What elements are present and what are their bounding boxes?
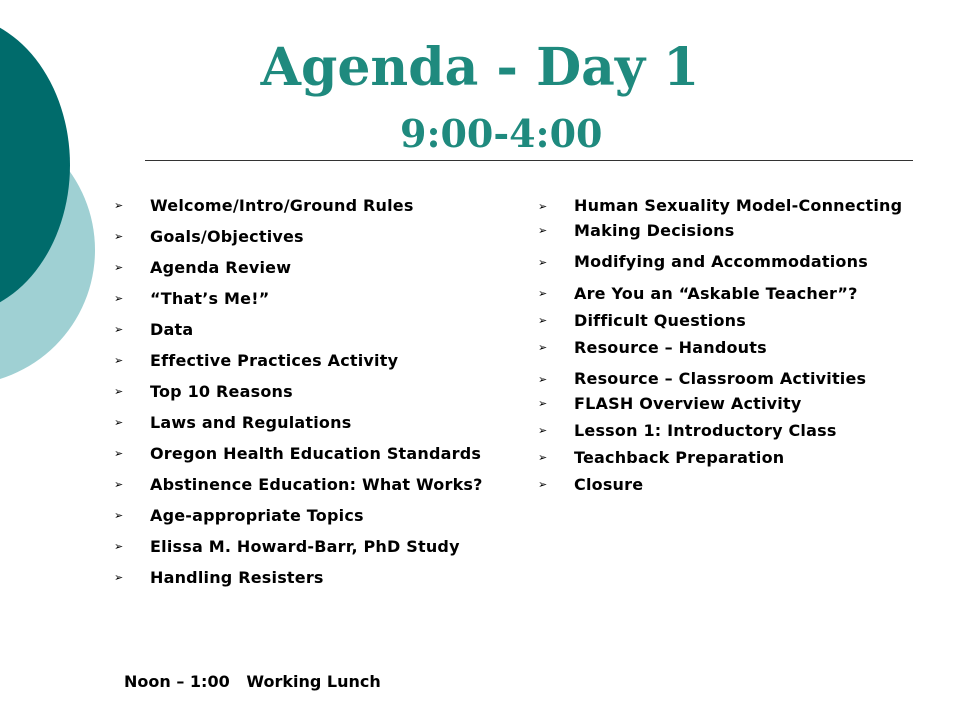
list-item-label: Data — [150, 320, 194, 339]
list-item-label: “That’s Me!” — [150, 289, 270, 308]
arrowhead-bullet-icon: ➢ — [114, 509, 124, 522]
list-item-label: Modifying and Accommodations — [574, 252, 868, 271]
arrowhead-bullet-icon: ➢ — [538, 287, 548, 300]
arrowhead-bullet-icon: ➢ — [538, 373, 548, 386]
list-item — [538, 395, 918, 413]
list-item-label: Oregon Health Education Standards — [150, 444, 482, 463]
arrowhead-bullet-icon: ➢ — [114, 478, 124, 491]
list-item-label: FLASH Overview Activity — [574, 394, 802, 413]
list-item-label: Handling Resisters — [150, 568, 324, 587]
list-item-label: Abstinence Education: What Works? — [150, 475, 483, 494]
arrowhead-bullet-icon: ➢ — [114, 385, 124, 398]
list-item — [114, 445, 494, 463]
list-item — [114, 476, 494, 494]
list-item-label: Are You an “Askable Teacher”? — [574, 284, 858, 303]
list-item — [114, 259, 494, 277]
list-item-label: Human Sexuality Model-Connecting — [574, 196, 903, 215]
arrowhead-bullet-icon: ➢ — [114, 261, 124, 274]
list-item-label: Making Decisions — [574, 221, 735, 240]
arrowhead-bullet-icon: ➢ — [114, 416, 124, 429]
arrowhead-bullet-icon: ➢ — [114, 354, 124, 367]
lunch-note: Noon – 1:00 Working Lunch — [124, 672, 381, 691]
list-item — [114, 414, 494, 432]
arrowhead-bullet-icon: ➢ — [538, 341, 548, 354]
list-item-label: Teachback Preparation — [574, 448, 785, 467]
arrowhead-bullet-icon: ➢ — [114, 199, 124, 212]
list-item-label: Welcome/Intro/Ground Rules — [150, 196, 414, 215]
arrowhead-bullet-icon: ➢ — [114, 447, 124, 460]
arrowhead-bullet-icon: ➢ — [538, 224, 548, 237]
slide-subtitle: 9:00-4:00 — [400, 111, 603, 156]
agenda-list-left — [114, 197, 494, 600]
list-item — [538, 339, 918, 357]
list-item-label: Elissa M. Howard-Barr, PhD Study — [150, 537, 460, 556]
list-item — [538, 249, 918, 275]
list-item-label: Resource – Handouts — [574, 338, 767, 357]
list-item — [538, 422, 918, 440]
arrowhead-bullet-icon: ➢ — [538, 424, 548, 437]
arrowhead-bullet-icon: ➢ — [538, 397, 548, 410]
list-item — [114, 352, 494, 370]
arrowhead-bullet-icon: ➢ — [538, 478, 548, 491]
list-item-label: Closure — [574, 475, 644, 494]
list-item — [538, 285, 918, 303]
list-item — [538, 312, 918, 330]
arrowhead-bullet-icon: ➢ — [538, 256, 548, 269]
list-item-label: Top 10 Reasons — [150, 382, 293, 401]
list-item — [114, 507, 494, 525]
list-item — [114, 383, 494, 401]
arrowhead-bullet-icon: ➢ — [114, 230, 124, 243]
list-item-label: Age-appropriate Topics — [150, 506, 364, 525]
list-item — [114, 290, 494, 308]
list-item — [114, 569, 494, 587]
list-item — [538, 449, 918, 467]
list-item-label: Resource – Classroom Activities — [574, 369, 867, 388]
arrowhead-bullet-icon: ➢ — [538, 200, 548, 213]
arrowhead-bullet-icon: ➢ — [538, 314, 548, 327]
list-item — [114, 228, 494, 246]
title-divider — [145, 160, 913, 161]
list-item-label: Effective Practices Activity — [150, 351, 399, 370]
list-item — [538, 193, 918, 219]
list-item-label: Goals/Objectives — [150, 227, 304, 246]
arrowhead-bullet-icon: ➢ — [114, 540, 124, 553]
list-item — [538, 222, 918, 240]
arrowhead-bullet-icon: ➢ — [114, 571, 124, 584]
list-item — [114, 321, 494, 339]
arrowhead-bullet-icon: ➢ — [114, 292, 124, 305]
list-item-label: Agenda Review — [150, 258, 292, 277]
list-item — [538, 366, 918, 392]
list-item-label: Laws and Regulations — [150, 413, 352, 432]
list-item-label: Difficult Questions — [574, 311, 746, 330]
list-item — [114, 197, 494, 215]
arrowhead-bullet-icon: ➢ — [114, 323, 124, 336]
list-item — [114, 538, 494, 556]
arrowhead-bullet-icon: ➢ — [538, 451, 548, 464]
slide-title: Agenda - Day 1 — [260, 37, 700, 98]
agenda-list-right — [538, 193, 918, 503]
list-item-label: Lesson 1: Introductory Class — [574, 421, 837, 440]
list-item — [538, 476, 918, 494]
